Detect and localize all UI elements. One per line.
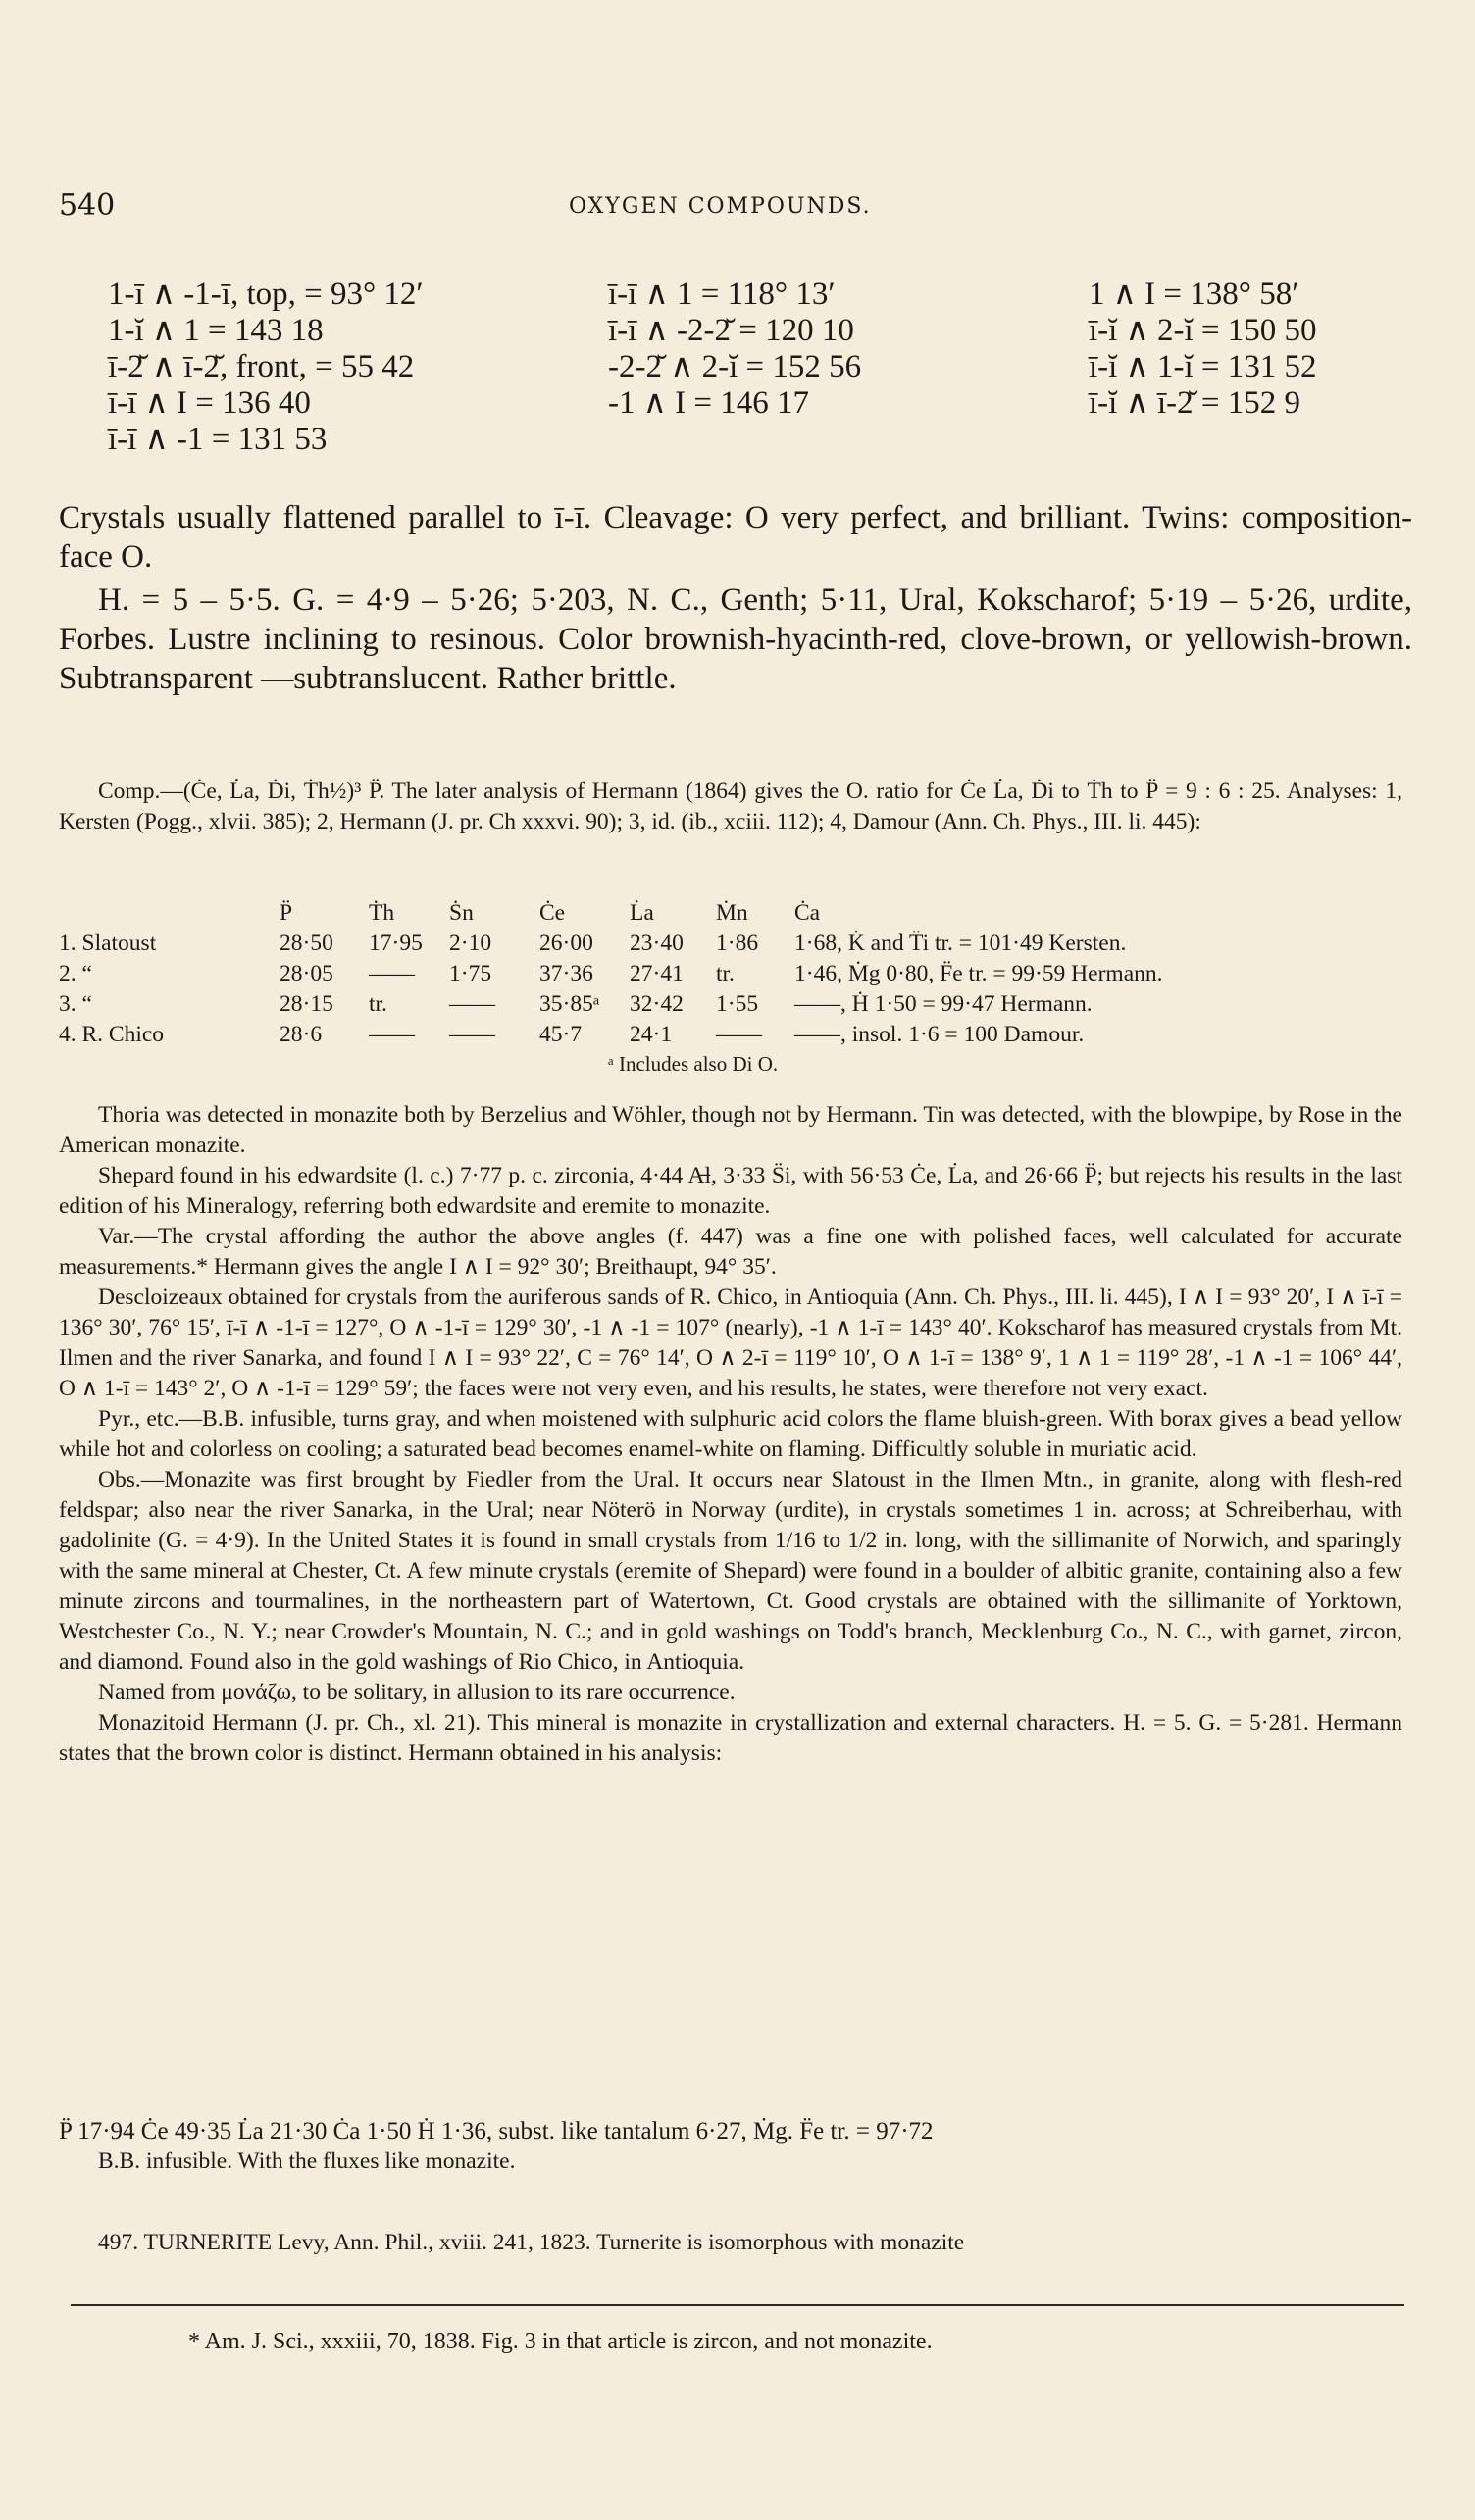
angle-row: 1-ī ∧ -1-ī, top, = 93° 12′ xyxy=(108,277,424,312)
table-cell: 37·36 xyxy=(539,961,593,986)
table-cell: 24·1 xyxy=(630,1022,673,1047)
table-row xyxy=(59,1022,1412,1052)
table-cell: 1·46, Ṁg 0·80, F̈e tr. = 99·59 Hermann. xyxy=(794,961,1163,986)
angle-row: ī-ĭ ∧ ī-2̆ = 152 9 xyxy=(1089,385,1300,421)
table-footnote xyxy=(59,1052,1412,1082)
monazitoid-analysis xyxy=(59,2116,1402,2177)
angle-row: ī-ī ∧ I = 136 40 xyxy=(108,385,311,421)
table-cell: 1·75 xyxy=(449,961,492,986)
table-cell: 2. “ xyxy=(59,961,92,986)
paragraph-monazitoid: Monazitoid Hermann (J. pr. Ch., xl. 21). This mineral is monazite in crystallization and external characters. H. = 5. G. = 5·281. Hermann states that the brown color is distinct. Hermann obtained in his analysis: xyxy=(59,1710,1402,1766)
table-cell: 27·41 xyxy=(630,961,684,986)
paragraph-pyr: Pyr., etc.—B.B. infusible, turns gray, and when moistened with sulphuric acid colors the flame bluish-green. With borax gives a bead yellow while hot and colorless on cooling; a saturated bead becomes enamel-white on flaming. Difficultly soluble in muriatic acid. xyxy=(59,1406,1402,1462)
comp-text: Comp.—(Ċe, L̇a, Ḋi, Ṫh½)³ P̈. The later analysis of Hermann (1864) gives the O. ratio for Ċe L̇a, Ḋi to Ṫh to P̈ = 9 : 6 : 25. Analyses: 1, Kersten (Pogg., xlvii. 385); 2, Hermann (J. pr. Ch xxxvi. 90); 3, id. (ib., xciii. 112); 4, Damour (Ann. Ch. Phys., III. li. 445): xyxy=(59,779,1402,834)
table-cell: 3. “ xyxy=(59,991,92,1017)
table-cell: 2·10 xyxy=(449,931,492,956)
column-header: Ċa xyxy=(794,900,821,926)
chapter-title: OXYGEN COMPOUNDS. xyxy=(569,194,872,219)
table-cell: —— xyxy=(449,991,495,1017)
angle-column-3 xyxy=(1089,277,1317,422)
table-cell: tr. xyxy=(369,991,387,1017)
page-number: 540 xyxy=(59,188,116,223)
table-cell: —— xyxy=(369,1022,415,1047)
table-cell: 28·05 xyxy=(280,961,333,986)
angle-row: -2-2̆ ∧ 2-ĭ = 152 56 xyxy=(608,349,862,384)
analyses-table xyxy=(59,900,1412,1082)
table-cell: 1·55 xyxy=(716,991,759,1017)
table-cell: 35·85ᵃ xyxy=(539,991,600,1017)
angle-row: 1 ∧ I = 138° 58′ xyxy=(1089,277,1299,312)
composition-paragraph xyxy=(59,777,1402,837)
table-cell: 23·40 xyxy=(630,931,684,956)
table-row xyxy=(59,991,1412,1022)
angle-row: 1-ĭ ∧ 1 = 143 18 xyxy=(108,313,324,348)
angle-row: -1 ∧ I = 146 17 xyxy=(608,385,809,421)
paragraph-descloizeaux: Descloizeaux obtained for crystals from the auriferous sands of R. Chico, in Antioquia (Ann. Ch. Phys., III. li. 445), I ∧ I = 93° 20′, I ∧ ī-ī = 136° 30′, 76° 15′, ī-ī ∧ -1-ī = 127°, O ∧ -1-ī = 129° 30′, -1 ∧ -1 = 107° (nearly), -1 ∧ 1-ī = 143° 40′. Kokscharof has measured crystals from Mt. Ilmen and the river Sanarka, and found I ∧ I = 93° 22′, C = 76° 14′, O ∧ 2-ī = 119° 10′, O ∧ 1-ī = 138° 9′, 1 ∧ 1 = 119° 28′, -1 ∧ -1 = 106° 44′, O ∧ 1-ī = 143° 2′, O ∧ -1-ī = 129° 59′; the faces were not very even, and his results, he states, were therefore not very exact. xyxy=(59,1285,1402,1401)
table-cell: tr. xyxy=(716,961,735,986)
running-head xyxy=(59,188,1416,227)
table-row xyxy=(59,931,1412,961)
column-header: P̈ xyxy=(280,900,293,926)
angle-row: ī-2̆ ∧ ī-2̆, front, = 55 42 xyxy=(108,349,415,384)
table-row xyxy=(59,961,1412,991)
table-cell: 17·95 xyxy=(369,931,423,956)
angle-row: ī-ī ∧ 1 = 118° 13′ xyxy=(608,277,836,312)
paragraph-var: Var.—The crystal affording the author the above angles (f. 447) was a fine one with polished faces, well calculated for accurate measurements.* Hermann gives the angle I ∧ I = 92° 30′; Breithaupt, 94° 35′. xyxy=(59,1224,1402,1280)
angle-row: ī-ī ∧ -2-2̆ = 120 10 xyxy=(608,313,854,348)
column-header: Ċe xyxy=(539,900,566,926)
column-header: Ṫh xyxy=(369,900,395,926)
turnerite-text: 497. TURNERITE Levy, Ann. Phil., xviii. 241, 1823. Turnerite is isomorphous with monazite xyxy=(98,2230,965,2255)
angle-row: ī-ĭ ∧ 2-ĭ = 150 50 xyxy=(1089,313,1317,348)
angle-column-1 xyxy=(108,277,424,458)
footnote-divider xyxy=(71,2304,1404,2306)
table-cell: —— xyxy=(369,961,415,986)
column-header: Ṡn xyxy=(449,900,474,926)
table-cell: 1. Slatoust xyxy=(59,931,157,956)
paragraph-shepard: Shepard found in his edwardsite (l. c.) 7·77 p. c. zirconia, 4·44 A̶l, 3·33 S̈i, with 56·53 Ċe, L̇a, and 26·66 P̈; but rejects his results in the last edition of his Mineralogy, referring both edwardsite and eremite to monazite. xyxy=(59,1163,1402,1219)
paragraph-named: Named from μονάζω, to be solitary, in allusion to its rare occurrence. xyxy=(98,1680,736,1705)
table-cell: 28·6 xyxy=(280,1022,323,1047)
table-cell: 28·50 xyxy=(280,931,333,956)
angle-column-2 xyxy=(608,277,861,422)
table-cell: 26·00 xyxy=(539,931,593,956)
body-text xyxy=(59,1100,1402,1769)
table-cell: 45·7 xyxy=(539,1022,583,1047)
analysis-pyr: B.B. infusible. With the fluxes like monazite. xyxy=(98,2148,516,2174)
analysis-values: P̈ 17·94 Ċe 49·35 L̇a 21·30 Ċa 1·50 Ḣ 1·36, subst. like tantalum 6·27, Ṁg. F̈e tr. = 97·72 xyxy=(59,2118,934,2144)
table-cell: 4. R. Chico xyxy=(59,1022,165,1047)
page-footnote: * Am. J. Sci., xxxiii, 70, 1838. Fig. 3 in that article is zircon, and not monazite. xyxy=(188,2329,933,2354)
table-cell: 1·68, K̇ and T̈i tr. = 101·49 Kersten. xyxy=(794,931,1127,956)
angle-row: ī-ī ∧ -1 = 131 53 xyxy=(108,422,328,457)
angle-row: ī-ĭ ∧ 1-ĭ = 131 52 xyxy=(1089,349,1317,384)
turnerite-entry xyxy=(59,2228,1402,2258)
paragraph-thoria: Thoria was detected in monazite both by Berzelius and Wöhler, though not by Hermann. Tin was detected, with the blowpipe, by Rose in the American monazite. xyxy=(59,1102,1402,1158)
table-cell: —— xyxy=(449,1022,495,1047)
table-cell: ——, insol. 1·6 = 100 Damour. xyxy=(794,1022,1085,1047)
table-cell: 32·42 xyxy=(630,991,684,1017)
column-header: L̇a xyxy=(630,900,654,926)
table-cell: ——, Ḣ 1·50 = 99·47 Hermann. xyxy=(794,991,1093,1017)
crystals-paragraph: Crystals usually flattened parallel to ī-ī. Cleavage: O very perfect, and brilliant. Twins: composition-face O. xyxy=(59,500,1412,575)
table-footnote-text: ᵃ Includes also Di O. xyxy=(608,1052,779,1076)
table-cell: 28·15 xyxy=(280,991,333,1017)
column-header: Ṁn xyxy=(716,900,748,926)
paragraph-obs: Obs.—Monazite was first brought by Fiedler from the Ural. It occurs near Slatoust in the Ilmen Mtn., in granite, along with flesh-red feldspar; also near the river Sanarka, in the Ural; near Nöterö in Norway (urdite), in crystals sometimes 1 in. across; at Schreiberhau, with gadolinite (G. = 4·9). In the United States it is found in small crystals from 1/16 to 1/2 in. long, with the sillimanite of Norwich, and sparingly with the same mineral at Chester, Ct. A few minute crystals (eremite of Shepard) were found in a boulder of albitic granite, containing also a few minute zircons and tourmalines, in the northeastern part of Watertown, Ct. Good crystals are obtained with the sillimanite of Yorktown, Westchester Co., N. Y.; near Crowder's Mountain, N. C.; and in gold washings on Todd's branch, Mecklenburg Co., N. C., with garnet, zircon, and diamond. Found also in the gold washings of Rio Chico, in Antioquia. xyxy=(59,1467,1402,1675)
table-cell: —— xyxy=(716,1022,762,1047)
hardness-paragraph: H. = 5 – 5·5. G. = 4·9 – 5·26; 5·203, N. C., Genth; 5·11, Ural, Kokscharof; 5·19 – 5·26, urdite, Forbes. Lustre inclining to resinous. Color brownish-hyacinth-red, clove-brown, or yellowish-brown. Subtransparent —subtranslucent. Rather brittle. xyxy=(59,582,1412,696)
table-header xyxy=(59,900,1412,931)
table-cell: 1·86 xyxy=(716,931,759,956)
